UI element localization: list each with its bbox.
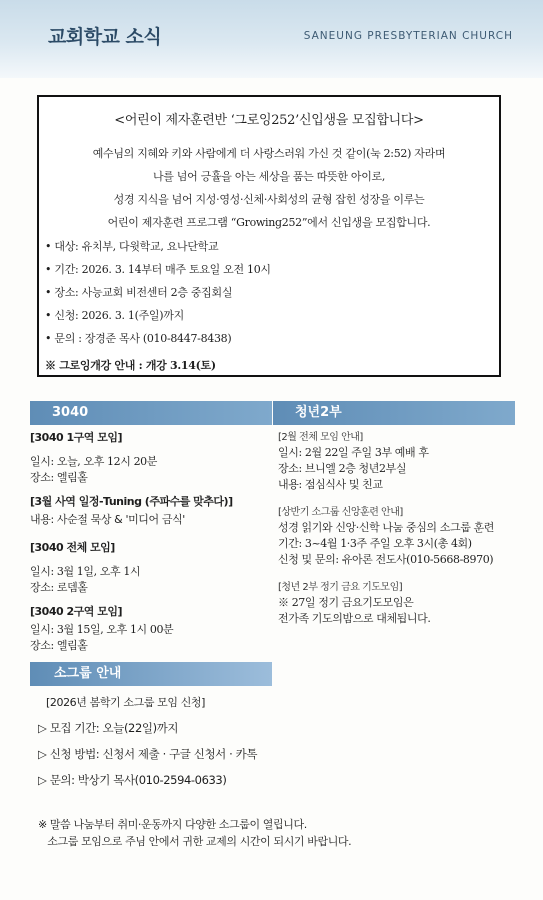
section-header-smallgroup: 소그룹 안내 [30,662,272,686]
section-line: 장소: 엘림홀 [30,471,88,484]
section-line: ※ 27일 정기 금요기도모임은 [278,596,414,609]
smallgroup-footer [38,816,518,850]
section-line: 내용: 사순절 묵상 & '미디어 금식' [30,513,185,526]
notice-details-list [45,235,499,350]
section-line: 일시: 2월 22일 주일 3부 예배 후 [278,446,429,459]
section-line: 내용: 점심식사 및 친교 [278,478,383,491]
section-line: 전가족 기도의밤으로 대체됩니다. [278,612,431,625]
section-title: [3040 2구역 모임] [30,605,122,618]
column-youth2 [278,430,518,627]
section-title: [3040 전체 모임] [30,541,115,554]
section-line: 일시: 3월 1일, 오후 1시 [30,565,141,578]
list-item: • 장소: 사능교회 비전센터 2층 중집회실 [45,286,233,299]
notice-note: ※ 그로잉개강 안내 : 개강 3.14(토) [45,359,216,372]
section-line: 기간: 3~4월 1·3주 주일 오후 3시(총 4회) [278,537,472,550]
intro-line: 예수님의 지혜와 키와 사람에게 더 사랑스러워 가신 것 같이(눅 2:52) 자라며 [92,147,446,160]
header-banner [0,0,543,78]
section-header-3040: 3040 [30,401,272,425]
intro-line: 어린이 제자훈련 프로그램 “Growing252”에서 신입생을 모집합니다. [107,216,431,229]
list-item: • 신청: 2026. 3. 1(주일)까지 [45,309,184,322]
section-line: 성경 읽기와 신앙·신학 나눔 중심의 소그룹 훈련 [278,521,494,534]
list-item: • 문의 : 장경준 목사 (010-8447-8438) [45,332,232,345]
section-header-youth2: 청년2부 [273,401,515,425]
section-line: 장소: 브니엘 2층 청년2부실 [278,462,407,475]
smallgroup-tag: [2026년 봄학기 소그룹 모임 신청] [46,696,206,709]
section-title: [3월 사역 일정-Tuning (주파수를 맞추다)] [30,495,233,508]
footer-line: ※ 말씀 나눔부터 취미·운동까지 다양한 소그룹이 열립니다. [38,818,307,831]
notice-intro [39,142,499,234]
section-tag: [2월 전체 모임 안내] [278,432,363,443]
section-title: [3040 1구역 모임] [30,431,122,444]
section-tag: [상반기 소그룹 신앙훈련 안내] [278,507,403,518]
smallgroup-section [38,694,518,850]
list-item: • 기간: 2026. 3. 14부터 매주 토요일 오전 10시 [45,263,271,276]
section-line: 장소: 로뎀홀 [30,581,88,594]
smallgroup-item: ▷ 문의: 박상기 목사(010-2594-0633) [38,773,227,787]
column-3040 [30,430,270,654]
section-line: 장소: 엘림홀 [30,639,88,652]
list-item: • 대상: 유치부, 다윗학교, 요나단학교 [45,240,219,253]
intro-line: 나를 넘어 긍휼을 아는 세상을 품는 따뜻한 아이로, [152,170,386,183]
page-title: 교회학교 소식 [48,26,162,48]
church-name: SANEUNG PRESBYTERIAN CHURCH [303,30,513,42]
smallgroup-item: ▷ 신청 방법: 신청서 제출 · 구글 신청서 · 카톡 [38,747,258,761]
footer-line: 소그룹 모임으로 주님 안에서 귀한 교제의 시간이 되시기 바랍니다. [38,835,352,848]
intro-line: 성경 지식을 넘어 지성·영성·신체·사회성의 균형 잡힌 성장을 이루는 [113,193,425,206]
recruitment-notice-box [37,95,501,377]
section-line: 일시: 오늘, 오후 12시 20분 [30,455,157,468]
notice-title: <어린이 제자훈련반 ‘그로잉252’신입생을 모집합니다> [114,113,424,128]
section-tag: [청년 2부 정기 금요 기도모임] [278,582,403,593]
section-line: 일시: 3월 15일, 오후 1시 00분 [30,623,174,636]
smallgroup-item: ▷ 모집 기간: 오늘(22일)까지 [38,721,179,735]
section-line: 신청 및 문의: 유아론 전도사(010-5668-8970) [278,553,494,566]
